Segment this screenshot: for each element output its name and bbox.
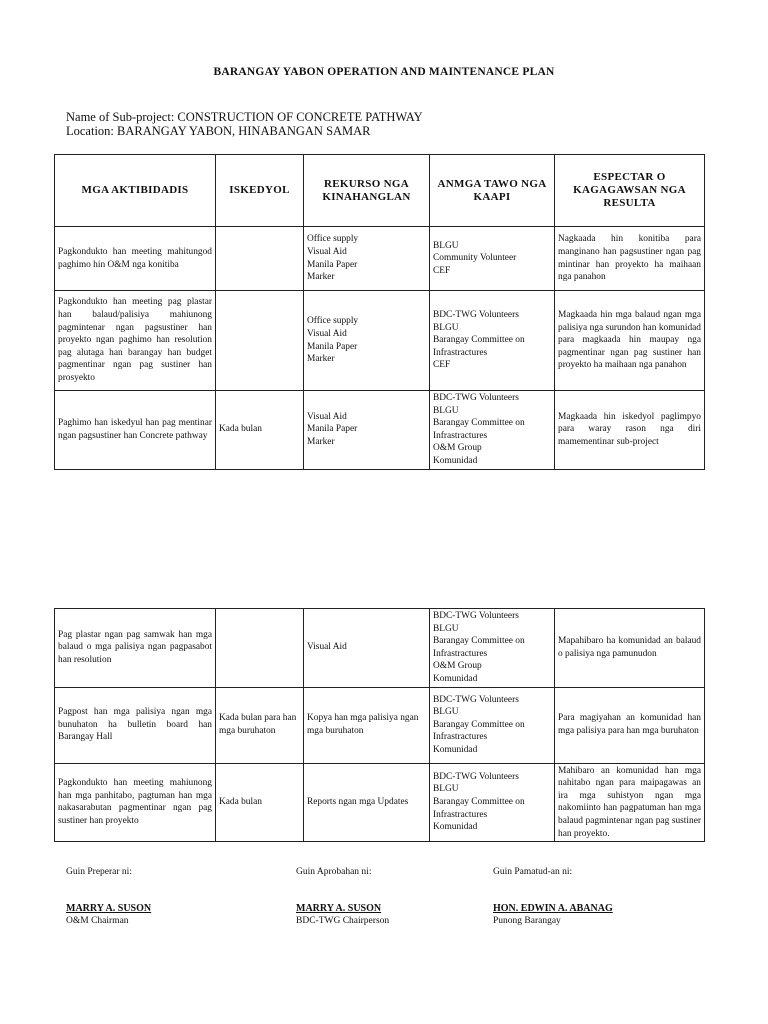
signatory-caption: Guin Pamatud-an ni:	[493, 867, 573, 877]
signatory-name: MARRY A. SUSON	[296, 903, 382, 914]
signatory-name: MARRY A. SUSON	[66, 903, 152, 914]
people-line: Komunidad	[433, 455, 478, 466]
people-line: Barangay Committee on Infrastractures	[433, 335, 525, 358]
people-line: BDC-TWG Volunteers	[433, 611, 519, 621]
table-row	[55, 227, 705, 291]
cell-activity: Pag plastar ngan pag samwak han mga balaud o mga palisiya ngan pagpasabot han resolution	[55, 609, 216, 688]
table-row	[55, 609, 705, 688]
people-line: BDC-TWG Volunteers	[433, 694, 519, 705]
signatory-approved-by	[296, 866, 389, 928]
resource-line: Kopya han mga palisiya ngan mga buruhaton	[307, 713, 419, 737]
cell-people	[430, 291, 555, 391]
people-line: CEF	[433, 265, 451, 276]
resource-line: Marker	[307, 272, 335, 283]
people-line: BLGU	[433, 322, 459, 333]
cell-activity: Pagpost han mga palisiya ngan mga bunuhaton ha bulletin board han Barangay Hall	[55, 687, 216, 763]
project-info	[66, 110, 423, 138]
cell-schedule: Kada bulan	[216, 391, 304, 470]
people-line: Komunidad	[433, 673, 478, 684]
people-line: Barangay Committee on Infrastractures	[433, 797, 525, 820]
people-line: BLGU	[433, 707, 459, 718]
people-line: Barangay Committee on Infrastractures	[433, 636, 525, 659]
plan-table-page-1	[54, 154, 705, 470]
cell-people	[430, 687, 555, 763]
people-line: BDC-TWG Volunteers	[433, 393, 519, 403]
resource-line: Manila Paper	[307, 259, 358, 270]
people-line: Community Volunteer	[433, 253, 517, 264]
people-line: Barangay Committee on Infrastractures	[433, 719, 525, 743]
page-title: BARANGAY YABON OPERATION AND MAINTENANCE PLAN	[213, 66, 555, 78]
header-resources: REKURSO NGA KINAHANGLAN	[304, 155, 430, 227]
signatory-role: Punong Barangay	[493, 916, 561, 926]
resource-line: Office supply	[307, 316, 359, 327]
cell-schedule: Kada bulan	[216, 763, 304, 842]
people-line: Barangay Committee on Infrastractures	[433, 418, 525, 441]
cell-expected-result: Para magiyahan an komunidad han mga palisiya para han mga buruhaton	[555, 687, 705, 763]
cell-expected-result: Mahibaro an komunidad han mga nahitabo ngan para maipagawas an ira mga suhistyon ngan mga nakomiinto han pagpatuman han mga balaud pagmintenar ngan pag sustiner han proyekto.	[555, 763, 705, 842]
cell-people	[430, 763, 555, 842]
header-people: ANMGA TAWO NGA KAAPI	[430, 155, 555, 227]
people-line: BLGU	[433, 240, 459, 251]
resource-line: Manila Paper	[307, 341, 358, 352]
signatory-name: HON. EDWIN A. ABANAG	[493, 903, 613, 914]
plan-table-page-2	[54, 608, 705, 842]
cell-people	[430, 391, 555, 470]
resource-line: Visual Aid	[307, 328, 347, 339]
people-line: Komunidad	[433, 822, 478, 833]
resource-line: Visual Aid	[307, 642, 347, 653]
signatory-role: BDC-TWG Chairperson	[296, 916, 390, 926]
people-line: BLGU	[433, 623, 459, 634]
cell-expected-result: Magkaada hin mga balaud ngan mga palisiya nga surundon han komunidad para magkaada hin maupay nga pagmentinar ngan pag sustiner han proyekto ha maihaan nga panahon	[555, 291, 705, 391]
cell-activity: Pagkondukto han meeting mahitungod paghimo hin O&M nga konitiba	[55, 227, 216, 291]
cell-activity: Pagkondukto han meeting mahiunong han mga panhitabo, pagtuman han mga nakasarabutan pagmentinar ngan pag sustiner han proyekto	[55, 763, 216, 842]
cell-resources	[304, 763, 430, 842]
cell-resources	[304, 609, 430, 688]
cell-resources	[304, 687, 430, 763]
header-expected-result: ESPECTAR O KAGAGAWSAN NGA RESULTA	[555, 155, 705, 227]
cell-schedule: Kada bulan para han mga buruhaton	[216, 687, 304, 763]
table-row	[55, 291, 705, 391]
resource-line: Office supply	[307, 234, 359, 245]
resource-line: Visual Aid	[307, 411, 347, 422]
signatory-caption: Guin Aprobahan ni:	[296, 867, 372, 877]
cell-expected-result: Nagkaada hin konitiba para manginano han pagsustiner ngan pag mintinar han proyekto ha maihaan nga panahon	[555, 227, 705, 291]
signatory-prepared-by	[66, 866, 151, 928]
cell-schedule	[216, 609, 304, 688]
cell-resources	[304, 227, 430, 291]
cell-people	[430, 609, 555, 688]
cell-activity: Paghimo han iskedyul han pag mentinar ngan pagsustiner han Concrete pathway	[55, 391, 216, 470]
cell-schedule	[216, 291, 304, 391]
people-line: CEF	[433, 360, 451, 371]
cell-schedule	[216, 227, 304, 291]
signatory-caption: Guin Preperar ni:	[66, 867, 132, 877]
subproject-name: Name of Sub-project: CONSTRUCTION OF CONCRETE PATHWAY	[66, 110, 423, 124]
cell-activity: Pagkondukto han meeting pag plastar han balaud/palisiya mahiunong pagmintenar ngan pagsustiner han proyekto ngan paghimo han resolution pag alutaga han barangay han budget pagmentinar ngan pag sustiner han prosyekto	[55, 291, 216, 391]
people-line: BLGU	[433, 784, 459, 795]
people-line: BDC-TWG Volunteers	[433, 771, 519, 782]
resource-line: Visual Aid	[307, 246, 347, 257]
cell-people	[430, 227, 555, 291]
cell-expected-result: Mapahibaro ha komunidad an balaud o palisiya nga pamunudon	[555, 609, 705, 688]
signatory-certified-by	[493, 866, 613, 928]
header-schedule: ISKEDYOL	[216, 155, 304, 227]
people-line: BDC-TWG Volunteers	[433, 310, 519, 321]
resource-line: Reports ngan mga Updates	[307, 797, 409, 808]
table-row	[55, 687, 705, 763]
people-line: O&M Group	[433, 661, 482, 672]
people-line: BLGU	[433, 405, 459, 416]
table-row	[55, 391, 705, 470]
table-row	[55, 763, 705, 842]
resource-line: Marker	[307, 437, 335, 448]
cell-resources	[304, 391, 430, 470]
project-location: Location: BARANGAY YABON, HINABANGAN SAMAR	[66, 124, 371, 138]
header-activities: MGA AKTIBIDADIS	[55, 155, 216, 227]
cell-resources	[304, 291, 430, 391]
people-line: Komunidad	[433, 744, 478, 755]
resource-line: Manila Paper	[307, 424, 358, 435]
signatory-role: O&M Chairman	[66, 916, 129, 926]
people-line: O&M Group	[433, 443, 482, 454]
resource-line: Marker	[307, 354, 335, 365]
cell-expected-result: Magkaada hin iskedyol paglimpyo para waray rason nga diri mamementinar sub-project	[555, 391, 705, 470]
